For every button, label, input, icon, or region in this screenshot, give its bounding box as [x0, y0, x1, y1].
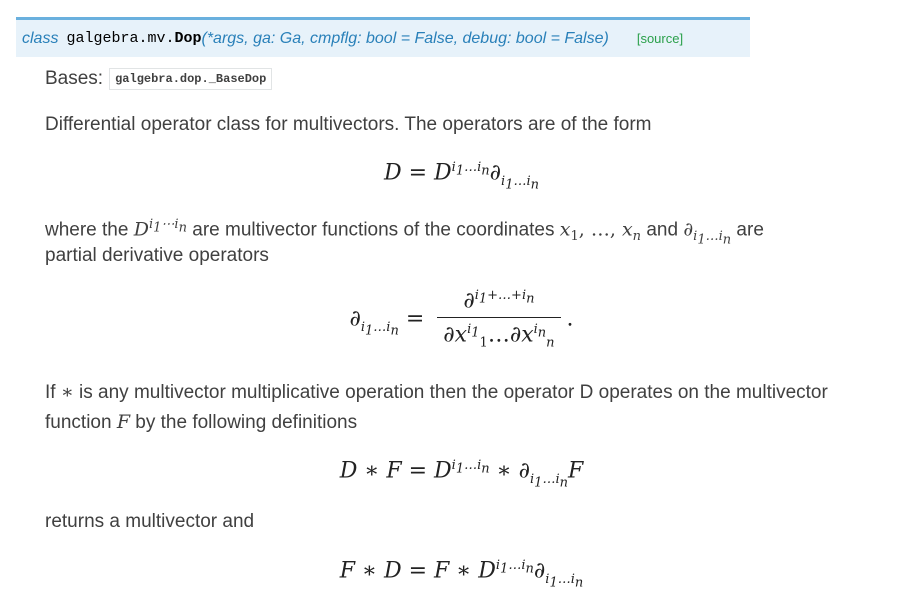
source-link[interactable]: [source] [636, 31, 684, 46]
equation-2: $\partial_{i_1\dots i_n}$ = $\frac{\partial^{i_1+\dots+i_n}}{\partial x^{i_1}_1\dots\partial x^{i_n}_n}$ . [349, 288, 574, 352]
module-path: galgebra.mv. [66, 30, 175, 47]
paragraph-4: returns a multivector and [45, 511, 255, 532]
equation-4: F ∗ D = F ∗ $D^{i_1\dots i_n}\partial_{i_1\dots i_n}$ [339, 558, 584, 591]
para2-b: are multivector functions of the coordinates [192, 219, 555, 241]
paragraph-2-line2: partial derivative operators [45, 245, 269, 266]
paragraph-1: Differential operator class for multivectors. The operators are of the form [45, 114, 652, 135]
class-signature [16, 17, 750, 57]
para3-b: is any multivector multiplicative operation then the operator D operates on the multivector [79, 382, 828, 403]
bases-line [45, 64, 272, 96]
para2-c: and [646, 219, 679, 241]
class-keyword: class [22, 29, 59, 47]
equation-1: $D = D^{i_1\dots i_n}\partial_{i_1\dots i_n}$ [383, 160, 540, 193]
para3-a: If [45, 382, 56, 403]
paragraph-2: where the $D^{i_1\cdots i_n}$ are multivector functions of the coordinates $x_1$, …, $x_n$ and $\partial_{i_1\dots i_n}$ are [45, 217, 764, 248]
para2-d: are [736, 219, 764, 241]
bases-value[interactable]: galgebra.dop._BaseDop [109, 68, 272, 90]
equation-3: D ∗ $F = D^{i_1\dots i_n}$ ∗ $\partial_{i_1\dots i_n}F$ [339, 458, 584, 491]
class-name: Dop [174, 30, 202, 47]
para2-a: where the [45, 219, 129, 241]
paragraph-3: If ∗ is any multivector multiplicative operation then the operator D operates on the multivector [45, 381, 828, 403]
class-params: (*args, ga: Ga, cmpflg: bool = False, debug: bool = False) [201, 29, 609, 47]
para3-line2-a: function [45, 412, 112, 433]
paragraph-3-line2: function F by the following definitions [45, 411, 358, 433]
bases-label: Bases: [45, 68, 104, 89]
para3-line2-b: by the following definitions [135, 412, 358, 433]
